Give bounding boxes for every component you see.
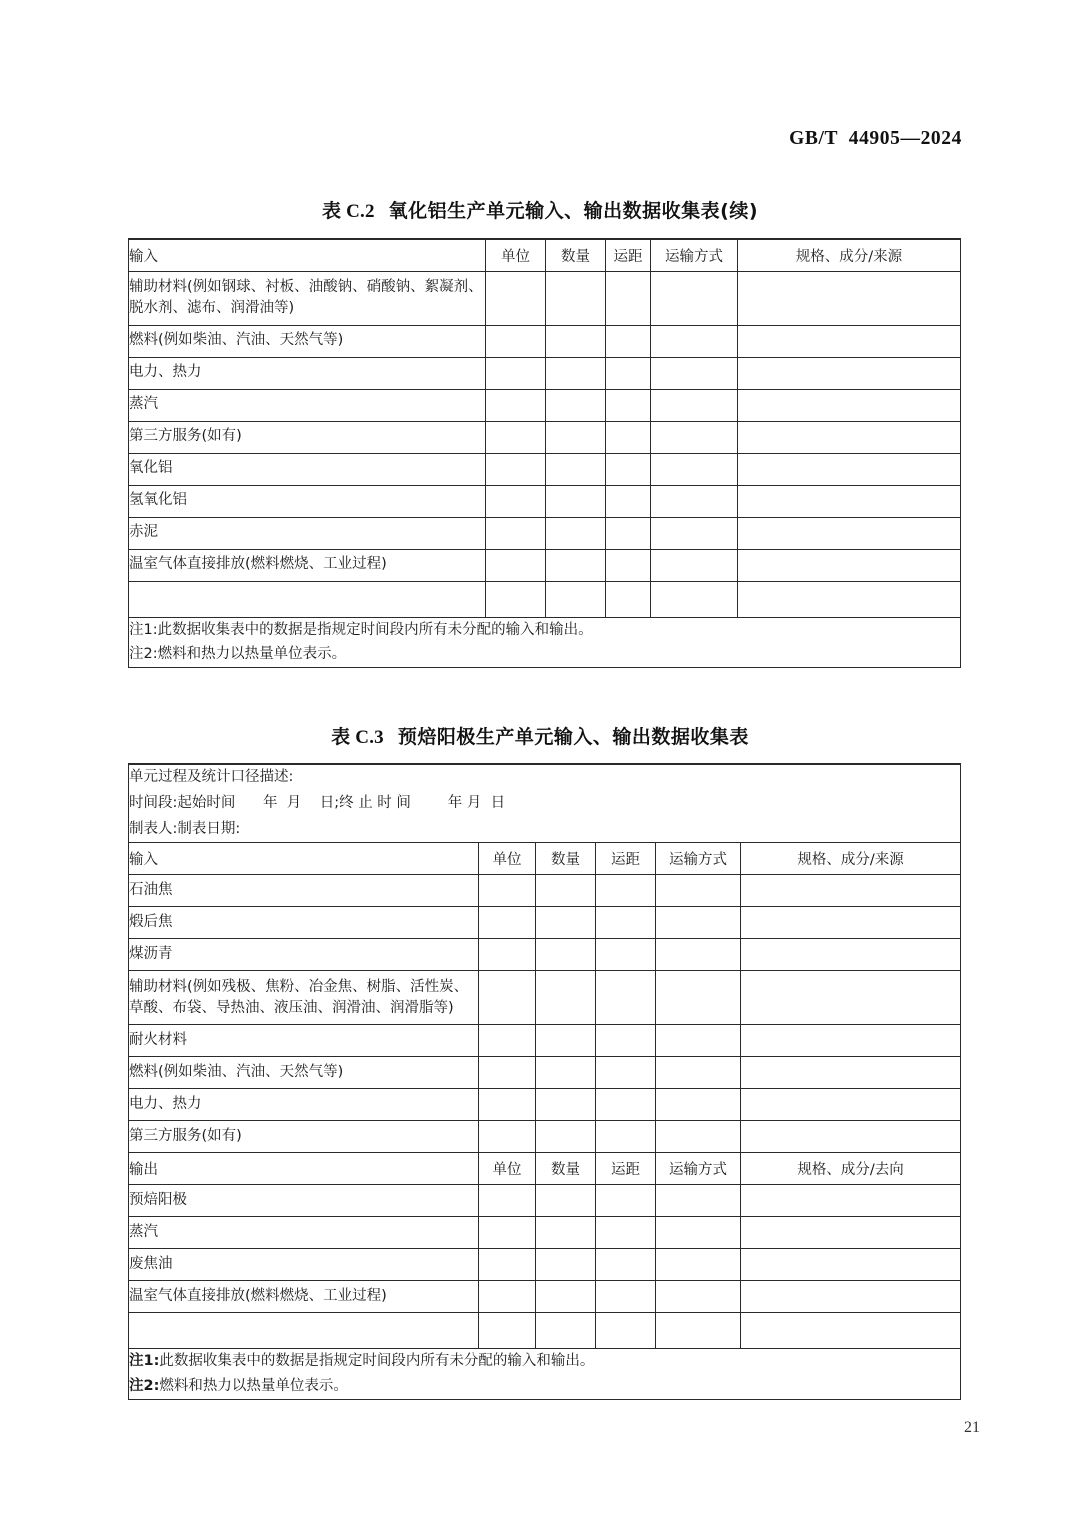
table-c2-cell-transport[interactable] [651, 485, 738, 517]
table-c3-input-row [129, 907, 961, 939]
table-c3-input-header-row [129, 843, 961, 875]
table-c2-row [129, 485, 961, 517]
table-c3-input-cell-quantity[interactable] [536, 1121, 596, 1153]
table-c2-cell-unit[interactable] [486, 271, 546, 325]
table-c2-note-2-text: 燃料和热力以热量单位表示。 [157, 646, 347, 663]
table-c2-cell-distance[interactable] [606, 517, 651, 549]
table-c2-row [129, 453, 961, 485]
table-c3-input-cell-unit[interactable] [479, 971, 536, 1025]
table-c2-cell-spec[interactable] [738, 517, 961, 549]
table-c2-cell-unit[interactable] [486, 389, 546, 421]
table-c3-output-cell-unit[interactable] [479, 1249, 536, 1281]
table-c3-input-cell-transport[interactable] [656, 1121, 741, 1153]
table-c2-cell-quantity[interactable] [546, 271, 606, 325]
table-c2-cell-quantity[interactable] [546, 581, 606, 617]
table-c2-col-unit: 单位 [486, 239, 546, 271]
table-c2-notes [129, 617, 961, 668]
table-c3-description [129, 764, 961, 843]
table-c3-note-2 [129, 1374, 960, 1399]
table-c3-input-cell-unit[interactable] [479, 875, 536, 907]
table-c3-output-col-transport: 运输方式 [656, 1153, 741, 1185]
table-c3-input-row-label: 电力、热力 [129, 1089, 479, 1121]
table-c3-output-cell-distance[interactable] [596, 1249, 656, 1281]
table-c3-output-cell-distance[interactable] [596, 1281, 656, 1313]
table-c3-note-2-text: 燃料和热力以热量单位表示。 [159, 1378, 348, 1395]
table-c3-output-cell-unit[interactable] [479, 1217, 536, 1249]
table-c3-input-row-label: 第三方服务(如有) [129, 1121, 479, 1153]
table-c2-cell-spec[interactable] [738, 271, 961, 325]
table-c2-cell-unit[interactable] [486, 581, 546, 617]
table-c3-input-cell-quantity[interactable] [536, 971, 596, 1025]
standard-number-header: GB/T 44905—2024 [789, 128, 962, 149]
table-c2-col-quantity: 数量 [546, 239, 606, 271]
table-c2-cell-distance[interactable] [606, 421, 651, 453]
table-c3-input-cell-spec[interactable] [741, 939, 961, 971]
table-c2-col-distance: 运距 [606, 239, 651, 271]
table-c2-cell-spec[interactable] [738, 421, 961, 453]
table-c2-cell-distance[interactable] [606, 389, 651, 421]
table-c2-cell-quantity[interactable] [546, 421, 606, 453]
table-c3-input-row-label: 辅助材料(例如残极、焦粉、冶金焦、树脂、活性炭、草酸、布袋、导热油、液压油、润滑油、润滑脂等) [129, 971, 479, 1025]
table-c3-output-col-unit: 单位 [479, 1153, 536, 1185]
table-c2-cell-distance[interactable] [606, 271, 651, 325]
table-c2-col-spec: 规格、成分/来源 [738, 239, 961, 271]
table-c2-row-label: 第三方服务(如有) [129, 421, 486, 453]
table-c3-input-cell-spec[interactable] [741, 971, 961, 1025]
table-c2-cell-unit[interactable] [486, 453, 546, 485]
table-c3-input-cell-transport[interactable] [656, 1089, 741, 1121]
table-c3-input-row [129, 971, 961, 1025]
table-c3-input-row [129, 939, 961, 971]
table-c3-output-cell-distance[interactable] [596, 1217, 656, 1249]
table-c2-row-label: 温室气体直接排放(燃料燃烧、工业过程) [129, 549, 486, 581]
table-c3-note-1 [129, 1349, 960, 1374]
table-c3 [128, 763, 961, 1400]
table-c2-row-label: 氧化铝 [129, 453, 486, 485]
table-c3-input-row-label: 燃料(例如柴油、汽油、天然气等) [129, 1057, 479, 1089]
table-c2-row [129, 581, 961, 617]
table-c3-output-cell-distance[interactable] [596, 1185, 656, 1217]
table-c3-input-col-spec: 规格、成分/来源 [741, 843, 961, 875]
table-c3-input-row-label: 石油焦 [129, 875, 479, 907]
table-c3-input-cell-unit[interactable] [479, 1089, 536, 1121]
table-c3-input-cell-spec[interactable] [741, 875, 961, 907]
page-number: 21 [964, 1419, 980, 1436]
table-c3-input-cell-quantity[interactable] [536, 939, 596, 971]
table-c3-input-cell-spec[interactable] [741, 1057, 961, 1089]
table-c2-cell-spec[interactable] [738, 485, 961, 517]
table-c3-input-cell-distance[interactable] [596, 875, 656, 907]
table-c3-notes-row [129, 1349, 961, 1400]
table-c2-cell-quantity[interactable] [546, 485, 606, 517]
table-c3-output-cell-spec[interactable] [741, 1217, 961, 1249]
table-c3-output-cell-spec[interactable] [741, 1313, 961, 1349]
table-c3-input-cell-unit[interactable] [479, 1025, 536, 1057]
table-c2-col-transport: 运输方式 [651, 239, 738, 271]
table-c2-cell-unit[interactable] [486, 325, 546, 357]
table-c3-output-cell-transport[interactable] [656, 1281, 741, 1313]
table-c3-input-cell-quantity[interactable] [536, 907, 596, 939]
table-c3-input-col-quantity: 数量 [536, 843, 596, 875]
table-c3-output-cell-unit[interactable] [479, 1185, 536, 1217]
table-c3-input-cell-distance[interactable] [596, 1121, 656, 1153]
table-c2-cell-spec[interactable] [738, 581, 961, 617]
table-c3-description-line-3[interactable]: 制表人:制表日期: [129, 820, 241, 837]
table-c3-input-cell-quantity[interactable] [536, 1025, 596, 1057]
table-c2-note-1-text: 此数据收集表中的数据是指规定时间段内所有未分配的输入和输出。 [157, 621, 593, 638]
table-c3-input-cell-distance[interactable] [596, 1025, 656, 1057]
table-c2-row [129, 357, 961, 389]
table-c2-row-label: 氢氧化铝 [129, 485, 486, 517]
table-c2-cell-unit[interactable] [486, 549, 546, 581]
table-c2-body [129, 239, 961, 668]
table-c2-cell-spec[interactable] [738, 389, 961, 421]
table-c3-input-cell-distance[interactable] [596, 971, 656, 1025]
table-c2-cell-transport[interactable] [651, 517, 738, 549]
table-c3-description-row [129, 764, 961, 843]
table-c3-output-cell-quantity[interactable] [536, 1249, 596, 1281]
table-c3-output-header-row [129, 1153, 961, 1185]
table-c3-output-col-distance: 运距 [596, 1153, 656, 1185]
table-c2-row-label: 电力、热力 [129, 357, 486, 389]
table-c3-output-row [129, 1217, 961, 1249]
table-c3-input-cell-unit[interactable] [479, 939, 536, 971]
table-c2-caption-text: 氧化铝生产单元输入、输出数据收集表(续) [388, 200, 759, 222]
table-c3-output-row-label: 温室气体直接排放(燃料燃烧、工业过程) [129, 1281, 479, 1313]
table-c2-cell-transport[interactable] [651, 581, 738, 617]
table-c3-input-row-label: 耐火材料 [129, 1025, 479, 1057]
table-c2-cell-transport[interactable] [651, 549, 738, 581]
table-c3-input-cell-transport[interactable] [656, 1057, 741, 1089]
table-c3-body [129, 764, 961, 1400]
table-c3-input-cell-transport[interactable] [656, 875, 741, 907]
table-c2-cell-spec[interactable] [738, 453, 961, 485]
table-c2-cell-quantity[interactable] [546, 517, 606, 549]
table-c2-cell-distance[interactable] [606, 453, 651, 485]
table-c2-row [129, 389, 961, 421]
table-c2-cell-quantity[interactable] [546, 325, 606, 357]
table-c3-output-cell-quantity[interactable] [536, 1313, 596, 1349]
table-c2-note-2 [129, 642, 960, 667]
table-c3-input-cell-spec[interactable] [741, 1089, 961, 1121]
table-c3-input-cell-quantity[interactable] [536, 1057, 596, 1089]
table-c2-cell-distance[interactable] [606, 549, 651, 581]
table-c3-note-1-label: 注1: [129, 1353, 160, 1370]
table-c3-input-cell-spec[interactable] [741, 907, 961, 939]
table-c3-input-cell-spec[interactable] [741, 1121, 961, 1153]
table-c3-input-row [129, 1089, 961, 1121]
table-c3-input-row-label: 煅后焦 [129, 907, 479, 939]
table-c3-caption-text: 预焙阳极生产单元输入、输出数据收集表 [397, 726, 749, 748]
table-c2-row-label: 蒸汽 [129, 389, 486, 421]
table-c3-input-cell-unit[interactable] [479, 1057, 536, 1089]
table-c2 [128, 238, 961, 668]
table-c2-cell-transport[interactable] [651, 357, 738, 389]
table-c3-output-cell-transport[interactable] [656, 1185, 741, 1217]
table-c3-input-col-distance: 运距 [596, 843, 656, 875]
table-c2-cell-transport[interactable] [651, 421, 738, 453]
table-c2-cell-spec[interactable] [738, 325, 961, 357]
table-c3-input-cell-transport[interactable] [656, 1025, 741, 1057]
table-c2-row [129, 325, 961, 357]
table-c3-output-col-first: 输出 [129, 1153, 479, 1185]
table-c3-output-row [129, 1185, 961, 1217]
table-c2-cell-transport[interactable] [651, 325, 738, 357]
table-c3-input-cell-transport[interactable] [656, 939, 741, 971]
table-c3-input-cell-spec[interactable] [741, 1025, 961, 1057]
table-c2-row [129, 421, 961, 453]
table-c2-row-label: 辅助材料(例如钢球、衬板、油酸钠、硝酸钠、絮凝剂、脱水剂、滤布、润滑油等) [129, 271, 486, 325]
table-c2-row-label [129, 581, 486, 617]
table-c2-cell-spec[interactable] [738, 357, 961, 389]
table-c3-output-cell-quantity[interactable] [536, 1281, 596, 1313]
table-c3-input-cell-distance[interactable] [596, 1089, 656, 1121]
table-c3-output-cell-spec[interactable] [741, 1281, 961, 1313]
table-c3-output-col-spec: 规格、成分/去向 [741, 1153, 961, 1185]
table-c3-description-line-1[interactable]: 单元过程及统计口径描述: [129, 769, 294, 785]
table-c2-cell-transport[interactable] [651, 389, 738, 421]
table-c3-caption-number: 表 C.3 [331, 727, 384, 748]
table-c2-cell-unit[interactable] [486, 517, 546, 549]
table-c3-note-1-text: 此数据收集表中的数据是指规定时间段内所有未分配的输入和输出。 [159, 1353, 595, 1370]
table-c2-cell-distance[interactable] [606, 485, 651, 517]
table-c3-input-row [129, 1121, 961, 1153]
table-c2-note-1 [129, 618, 960, 643]
table-c3-input-row [129, 875, 961, 907]
table-c2-cell-quantity[interactable] [546, 453, 606, 485]
table-c3-output-cell-distance[interactable] [596, 1313, 656, 1349]
table-c3-output-cell-spec[interactable] [741, 1249, 961, 1281]
table-c3-input-cell-quantity[interactable] [536, 1089, 596, 1121]
table-c2-caption [0, 196, 1080, 223]
table-c2-cell-distance[interactable] [606, 357, 651, 389]
table-c2-note-1-label: 注1: [129, 621, 158, 638]
table-c2-cell-quantity[interactable] [546, 549, 606, 581]
table-c2-header-row [129, 239, 961, 271]
table-c3-output-row-label: 蒸汽 [129, 1217, 479, 1249]
table-c3-output-row-label [129, 1313, 479, 1349]
table-c2-cell-unit[interactable] [486, 485, 546, 517]
table-c3-output-row-label: 废焦油 [129, 1249, 479, 1281]
table-c3-output-cell-quantity[interactable] [536, 1185, 596, 1217]
table-c3-input-col-unit: 单位 [479, 843, 536, 875]
table-c2-caption-number: 表 C.2 [321, 201, 375, 222]
table-c3-output-cell-transport[interactable] [656, 1313, 741, 1349]
table-c3-output-cell-transport[interactable] [656, 1217, 741, 1249]
table-c3-input-cell-transport[interactable] [656, 971, 741, 1025]
table-c2-cell-distance[interactable] [606, 581, 651, 617]
table-c3-note-2-label: 注2: [129, 1378, 160, 1395]
table-c3-output-cell-unit[interactable] [479, 1281, 536, 1313]
table-c3-notes [129, 1349, 961, 1400]
table-c2-row [129, 549, 961, 581]
table-c3-output-col-quantity: 数量 [536, 1153, 596, 1185]
table-c3-input-col-transport: 运输方式 [656, 843, 741, 875]
table-c3-output-cell-quantity[interactable] [536, 1217, 596, 1249]
table-c3-input-row [129, 1025, 961, 1057]
table-c3-input-cell-distance[interactable] [596, 907, 656, 939]
table-c3-output-cell-unit[interactable] [479, 1313, 536, 1349]
table-c3-input-cell-unit[interactable] [479, 1121, 536, 1153]
table-c3-input-cell-unit[interactable] [479, 907, 536, 939]
table-c2-cell-unit[interactable] [486, 421, 546, 453]
table-c3-input-col-first: 输入 [129, 843, 479, 875]
table-c2-cell-spec[interactable] [738, 549, 961, 581]
table-c3-output-row [129, 1313, 961, 1349]
table-c3-output-row-label: 预焙阳极 [129, 1185, 479, 1217]
table-c2-notes-row [129, 617, 961, 668]
table-c2-cell-distance[interactable] [606, 325, 651, 357]
table-c2-cell-quantity[interactable] [546, 389, 606, 421]
table-c2-note-2-label: 注2: [129, 646, 158, 663]
table-c3-input-cell-distance[interactable] [596, 939, 656, 971]
table-c3-input-cell-transport[interactable] [656, 907, 741, 939]
table-c2-col-first: 输入 [129, 239, 486, 271]
table-c2-row [129, 271, 961, 325]
table-c2-row-label: 赤泥 [129, 517, 486, 549]
table-c3-output-row [129, 1281, 961, 1313]
table-c3-input-row-label: 煤沥青 [129, 939, 479, 971]
table-c2-cell-transport[interactable] [651, 453, 738, 485]
table-c3-output-cell-spec[interactable] [741, 1185, 961, 1217]
table-c3-output-cell-transport[interactable] [656, 1249, 741, 1281]
table-c3-input-cell-distance[interactable] [596, 1057, 656, 1089]
table-c2-cell-unit[interactable] [486, 357, 546, 389]
table-c3-description-line-2[interactable]: 时间段:起始时间 年 月 日;终 止 时 间 年 月 日 [129, 794, 506, 811]
table-c2-cell-quantity[interactable] [546, 357, 606, 389]
table-c2-row [129, 517, 961, 549]
table-c3-input-cell-quantity[interactable] [536, 875, 596, 907]
table-c3-caption [0, 722, 1080, 749]
table-c3-output-row [129, 1249, 961, 1281]
table-c2-row-label: 燃料(例如柴油、汽油、天然气等) [129, 325, 486, 357]
table-c2-cell-transport[interactable] [651, 271, 738, 325]
table-c3-input-row [129, 1057, 961, 1089]
